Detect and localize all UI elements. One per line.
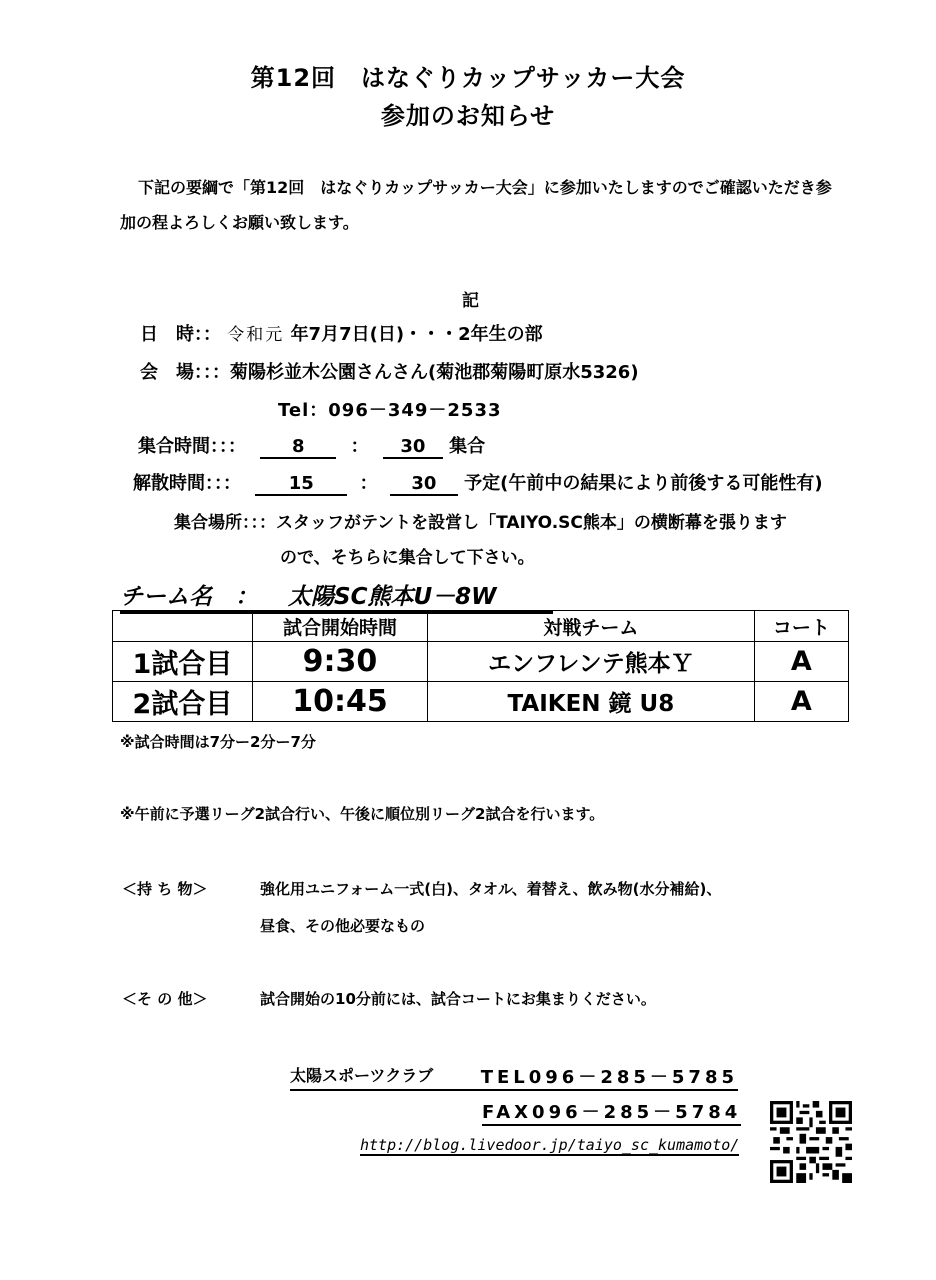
game-number: 1試合目 [113,642,253,682]
place-value-2: ので、そちらに集合して下さい。 [280,548,535,568]
venue-label: 会 場：：： [140,362,230,383]
document-title: 第12回 はなぐりカップサッカー大会 [250,64,686,92]
start-time: 10:45 [252,682,427,722]
table-header-row [113,611,849,642]
table-row [113,642,849,682]
note-league: ※午前に予選リーグ2試合行い、午後に順位別リーグ2試合を行います。 [120,805,605,823]
dismiss-separator: ： [359,473,378,494]
opponent: TAIKEN 鏡 U8 [428,682,755,722]
court: A [754,642,848,682]
court: A [754,682,848,722]
datetime-value: 年7月7日(日)・・・2年生の部 [290,324,543,345]
belongings-line-2: 昼食、その他必要なもの [260,917,426,935]
other-label: ＜そ の 他＞ [122,990,208,1008]
place-label: 集合場所：：： [174,513,276,533]
intro-line-2: 加の程よろしくお願い致します。 [120,213,359,232]
club-name: 太陽スポーツクラブ [290,1066,434,1085]
other-text: 試合開始の10分前には、試合コートにお集まりください。 [260,990,656,1008]
datetime-era-handwritten: 令和元 [227,325,285,345]
qr-code-icon [770,1101,852,1183]
team-row [120,578,553,614]
team-name: 太陽SC熊本U－8W [288,584,497,610]
schedule-table [112,610,849,722]
team-label: チーム名 ： [120,584,258,610]
gather-minute: 30 [383,436,443,459]
document-subtitle: 参加のお知らせ [380,102,556,130]
place-value-1: スタッフがテントを設営し「TAIYO.SC熊本」の横断幕を張ります [276,513,787,533]
gather-suffix: 集合 [449,436,486,457]
dismiss-minute: 30 [390,473,458,496]
header-blank [113,611,253,642]
venue-row [140,358,639,384]
header-opponent: 対戦チーム [428,611,755,642]
dismiss-hour: 15 [255,473,347,496]
game-number: 2試合目 [113,682,253,722]
gather-time-row [138,432,485,459]
gather-separator: ： [350,436,369,457]
contact-fax: FAX096－285－5784 [482,1098,741,1126]
venue-tel: Tel：096－349－2533 [278,400,502,421]
gather-hour: 8 [260,436,336,459]
header-start-time: 試合開始時間 [252,611,427,642]
note-match-time: ※試合時間は7分ー2分ー7分 [120,733,316,751]
start-time: 9:30 [252,642,427,682]
datetime-row [140,320,543,346]
opponent: エンフレンテ熊本Ｙ [428,642,755,682]
datetime-label: 日 時：： [140,324,221,345]
blog-url[interactable]: http://blog.livedoor.jp/taiyo_sc_kumamoto/ [360,1136,740,1154]
gather-label: 集合時間：：： [138,436,246,457]
intro-line-1: 下記の要綱で「第12回 はなぐりカップサッカー大会」に参加いたしますのでご確認いただき参 [138,178,832,197]
contact-tel: TEL096－285－5785 [480,1067,738,1088]
ki-heading: 記 [462,291,479,311]
venue-value: 菊陽杉並木公園さんさん(菊池郡菊陽町原水5326) [230,362,639,383]
belongings-line-1: 強化用ユニフォーム一式(白)、タオル、着替え、飲み物(水分補給)、 [260,880,722,898]
contact-tel-line [290,1063,738,1091]
belongings-label: ＜持 ち 物＞ [122,880,208,898]
table-row [113,682,849,722]
dismiss-time-row [133,469,823,496]
place-row [174,508,787,533]
dismiss-suffix: 予定(午前中の結果により前後する可能性有) [464,473,823,494]
header-court: コート [754,611,848,642]
dismiss-label: 解散時間：：： [133,473,241,494]
